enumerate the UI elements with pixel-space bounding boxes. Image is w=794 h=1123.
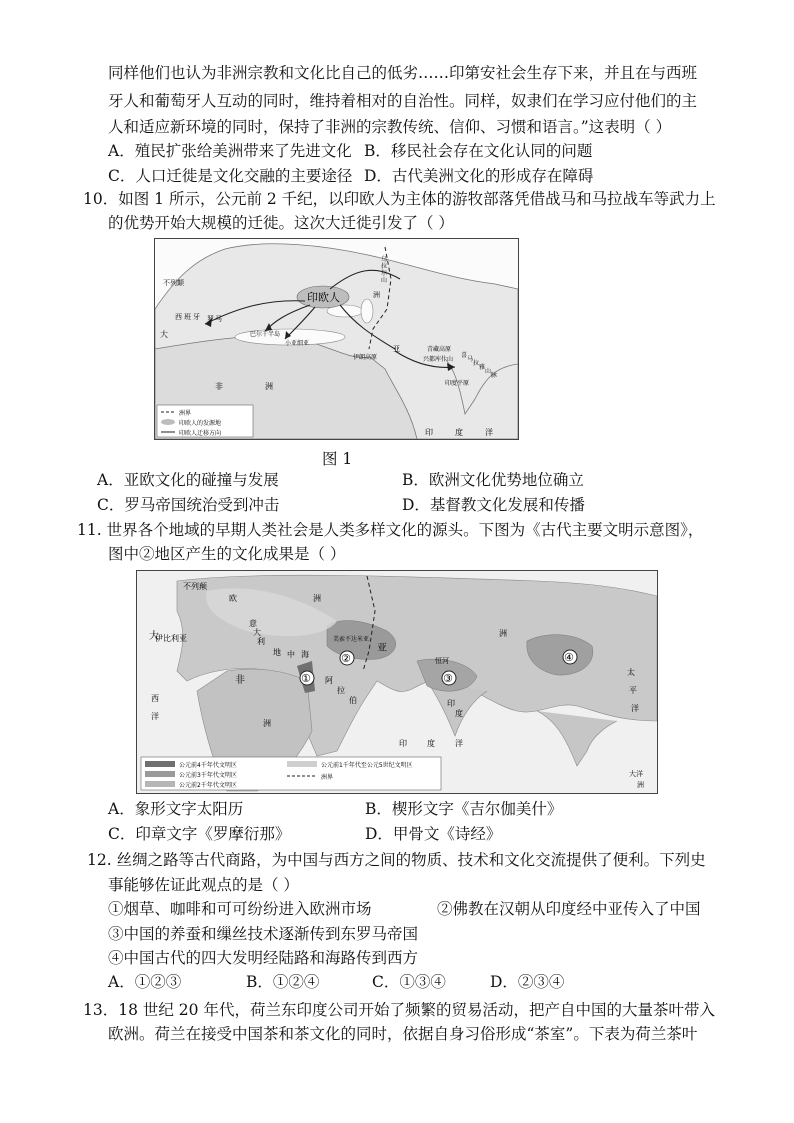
q12-option-c[interactable]: C．①③④ bbox=[372, 973, 446, 991]
label-la2: 拉 bbox=[381, 263, 388, 270]
label-xi: 西 bbox=[175, 313, 182, 321]
l2-da3: 达 bbox=[351, 636, 358, 643]
l2-yin2: 印 bbox=[399, 739, 407, 748]
l2-zhong: 中 bbox=[287, 650, 295, 659]
q10-option-d[interactable]: D．基督教文化发展和传播 bbox=[402, 496, 585, 514]
marker-3: ③ bbox=[443, 672, 453, 685]
label-mai: 脉 bbox=[491, 372, 498, 379]
label-ku: 库 bbox=[435, 356, 442, 363]
l2-britain: 不列颠 bbox=[183, 582, 207, 591]
q12-item-2: ②佛教在汉朝从印度经中亚传入了中国 bbox=[437, 900, 701, 918]
q9-stem-line-1: 同样他们也认为非洲宗教和文化比自己的低劣……印第安社会生存下来，并且在与西班 bbox=[108, 64, 698, 82]
label-qing: 青 bbox=[427, 346, 434, 353]
l2-tai: 太 bbox=[627, 668, 635, 677]
q12-item-3: ③中国的养蚕和缫丝技术逐渐传到东罗马帝国 bbox=[108, 925, 419, 943]
l2-zhou: 洲 bbox=[313, 594, 321, 603]
marker-2: ② bbox=[341, 652, 351, 665]
q12-option-d[interactable]: D．②③④ bbox=[490, 973, 565, 991]
q9-option-d[interactable]: D．古代美洲文化的形成存在障碍 bbox=[364, 167, 594, 185]
l2-yang3: 洋 bbox=[631, 704, 639, 713]
q9-stem-line-2: 牙人和葡萄牙人互动的同时，维持着相对的自治性。同样，奴隶们在学习应付他们的主 bbox=[108, 92, 698, 110]
label-luo: 罗 bbox=[207, 315, 214, 323]
label-zhou: 洲 bbox=[265, 382, 273, 391]
label-gao: 高 bbox=[439, 346, 446, 353]
marker-4: ④ bbox=[564, 651, 574, 664]
label-ya3: 雅 bbox=[479, 364, 486, 371]
label-la: 拉 bbox=[473, 360, 480, 367]
q11-option-c[interactable]: C．印章文字《罗摩衍那》 bbox=[108, 825, 291, 843]
label-ma2: 马 bbox=[467, 356, 474, 363]
q9-option-b[interactable]: B．移民社会存在文化认同的问题 bbox=[364, 142, 593, 160]
l2-ya2: 亚 bbox=[363, 636, 370, 643]
l2-du: 度 bbox=[455, 709, 463, 718]
label-britain: 不列颠 bbox=[163, 279, 184, 287]
label-ya: 牙 bbox=[193, 313, 200, 321]
marker-1: ① bbox=[301, 672, 311, 685]
q9-option-c[interactable]: C．人口迁徙是文化交融的主要途径 bbox=[108, 167, 353, 185]
label-ban: 班 bbox=[184, 313, 191, 321]
map-1-svg bbox=[155, 239, 518, 439]
l2-ping: 平 bbox=[629, 686, 637, 695]
label-ma: 马 bbox=[215, 315, 222, 323]
q12-item-1: ①烟草、咖啡和可可纷纷进入欧洲市场 bbox=[108, 900, 372, 918]
legend-direction: 印欧人迁移方向 bbox=[179, 430, 222, 437]
l2-zhou3: 洲 bbox=[263, 719, 271, 728]
label-fei: 非 bbox=[215, 382, 223, 391]
q12-option-a[interactable]: A．①②③ bbox=[108, 973, 182, 991]
l2-zhou4: 洲 bbox=[637, 781, 644, 789]
legend2-border: 洲界 bbox=[321, 774, 334, 781]
l2-yin: 印 bbox=[447, 699, 455, 708]
label-wu: 乌 bbox=[381, 256, 388, 263]
l2-a: 阿 bbox=[325, 676, 333, 685]
q10-option-b[interactable]: B．欧洲文化优势地位确立 bbox=[402, 471, 584, 489]
q9-stem-line-3: 人和适应新环境的同时，保持了非洲的宗教传统、信仰、习惯和语言。”这表明（ ） bbox=[108, 118, 672, 136]
q12-option-b[interactable]: B．①②④ bbox=[246, 973, 320, 991]
label-shi: 什 bbox=[441, 356, 448, 363]
l2-hai: 海 bbox=[301, 650, 309, 659]
label-asia-minor: 小亚细亚 bbox=[285, 340, 310, 347]
l2-ya: 亚 bbox=[377, 643, 387, 654]
q11-option-b[interactable]: B．楔形文字《吉尔伽美什》 bbox=[365, 800, 563, 818]
q10-option-c[interactable]: C．罗马帝国统治受到冲击 bbox=[97, 496, 280, 514]
l2-di: 地 bbox=[273, 648, 281, 657]
legend2-4k: 公元前4千年代文明区 bbox=[179, 762, 237, 769]
label-india-plain: 印度平原 bbox=[445, 380, 470, 387]
legend2-1k: 公元前1千年代至公元5世纪文明区 bbox=[321, 762, 413, 769]
label-shan2: 山 bbox=[485, 368, 492, 375]
label-da: 大 bbox=[160, 330, 168, 339]
q9-option-a[interactable]: A．殖民扩张给美洲带来了先进文化 bbox=[108, 142, 352, 160]
label-er: 尔 bbox=[381, 270, 388, 277]
l2-suo: 索 bbox=[339, 636, 346, 643]
origin-label: 印欧人 bbox=[307, 291, 340, 304]
indo-european-migration-map bbox=[154, 238, 519, 440]
l2-da2: 大 bbox=[253, 628, 261, 637]
l2-oceania: 大洋 bbox=[629, 770, 643, 778]
label-xi2: 喜 bbox=[461, 352, 468, 359]
q12-stem-line-2: 事能够佐证此观点的是（ ） bbox=[108, 876, 299, 894]
l2-fei: 非 bbox=[235, 675, 245, 686]
label-xing: 兴 bbox=[423, 356, 430, 363]
l2-ganges: 恒河 bbox=[435, 657, 449, 665]
l2-du2: 度 bbox=[427, 739, 435, 748]
label-zhou2: 洲 bbox=[373, 291, 380, 299]
label-du: 都 bbox=[429, 356, 436, 363]
map-2-svg bbox=[137, 571, 657, 793]
l2-xi: 西 bbox=[151, 694, 159, 703]
l2-yi: 意 bbox=[249, 619, 257, 628]
label-iran: 伊朗高原 bbox=[353, 354, 378, 361]
legend-border: 洲界 bbox=[179, 410, 192, 417]
l2-bo: 伯 bbox=[349, 696, 357, 705]
figure-1-caption: 图 1 bbox=[322, 450, 353, 468]
q10-stem-line-2: 的优势开始大规模的迁徙。这次大迁徙引发了（ ） bbox=[108, 214, 454, 232]
q12-stem-line-1: 12. 丝绸之路等古代商路，为中国与西方之间的物质、技术和文化交流提供了便利。下列史 bbox=[87, 851, 706, 869]
l2-da: 大 bbox=[149, 631, 159, 642]
l2-bu: 不 bbox=[345, 636, 352, 643]
label-yuan: 原 bbox=[445, 346, 452, 353]
label-yin: 印 bbox=[425, 428, 433, 437]
q10-stem-line-1: 10．如图 1 所示，公元前 2 千纪，以印欧人为主体的游牧部落凭借战马和马拉战车等武力上 bbox=[83, 190, 716, 208]
q11-stem-line-2: 图中②地区产生的文化成果是（ ） bbox=[108, 545, 346, 563]
legend-origin: 印欧人的发源地 bbox=[179, 420, 222, 427]
q13-stem-line-2: 欧洲。荷兰在接受中国茶和茶文化的同时，依据自身习俗形成“茶室”。下表为荷兰茶叶 bbox=[108, 1025, 698, 1043]
l2-mi: 米 bbox=[357, 636, 364, 643]
q12-item-4: ④中国古代的四大发明经陆路和海路传到西方 bbox=[108, 949, 419, 967]
q11-option-d[interactable]: D．甲骨文《诗经》 bbox=[365, 825, 502, 843]
l2-iberia: 伊比利亚 bbox=[155, 634, 187, 643]
q13-stem-line-1: 13．18 世纪 20 年代，荷兰东印度公司开始了频繁的贸易活动，把产自中国的大量茶叶带入 bbox=[83, 1001, 715, 1019]
ancient-civilizations-map bbox=[136, 570, 658, 794]
l2-li: 利 bbox=[257, 637, 265, 646]
l2-mei: 美 bbox=[333, 636, 340, 643]
l2-ou: 欧 bbox=[229, 594, 237, 603]
q11-option-a[interactable]: A．象形文字太阳历 bbox=[108, 800, 244, 818]
l2-yang: 洋 bbox=[151, 712, 159, 721]
label-ya2: 亚 bbox=[393, 345, 400, 353]
label-shan3: 山 bbox=[381, 277, 388, 284]
q10-option-a[interactable]: A．亚欧文化的碰撞与发展 bbox=[97, 471, 279, 489]
label-shan: 山 bbox=[447, 356, 454, 363]
label-du2: 度 bbox=[455, 428, 463, 437]
label-balkans: 巴尔干半岛 bbox=[250, 331, 281, 338]
label-yang: 洋 bbox=[485, 428, 493, 437]
l2-la: 拉 bbox=[337, 686, 345, 695]
label-zang: 藏 bbox=[433, 346, 440, 353]
l2-yang2: 洋 bbox=[455, 739, 463, 748]
legend2-2k: 公元前2千年代文明区 bbox=[179, 782, 237, 789]
q11-stem-line-1: 11. 世界各个地域的早期人类社会是人类多样文化的源头。下图为《古代主要文明示意图》， bbox=[77, 521, 704, 539]
l2-zhou2: 洲 bbox=[499, 629, 507, 638]
legend2-3k: 公元前3千年代文明区 bbox=[179, 772, 237, 779]
